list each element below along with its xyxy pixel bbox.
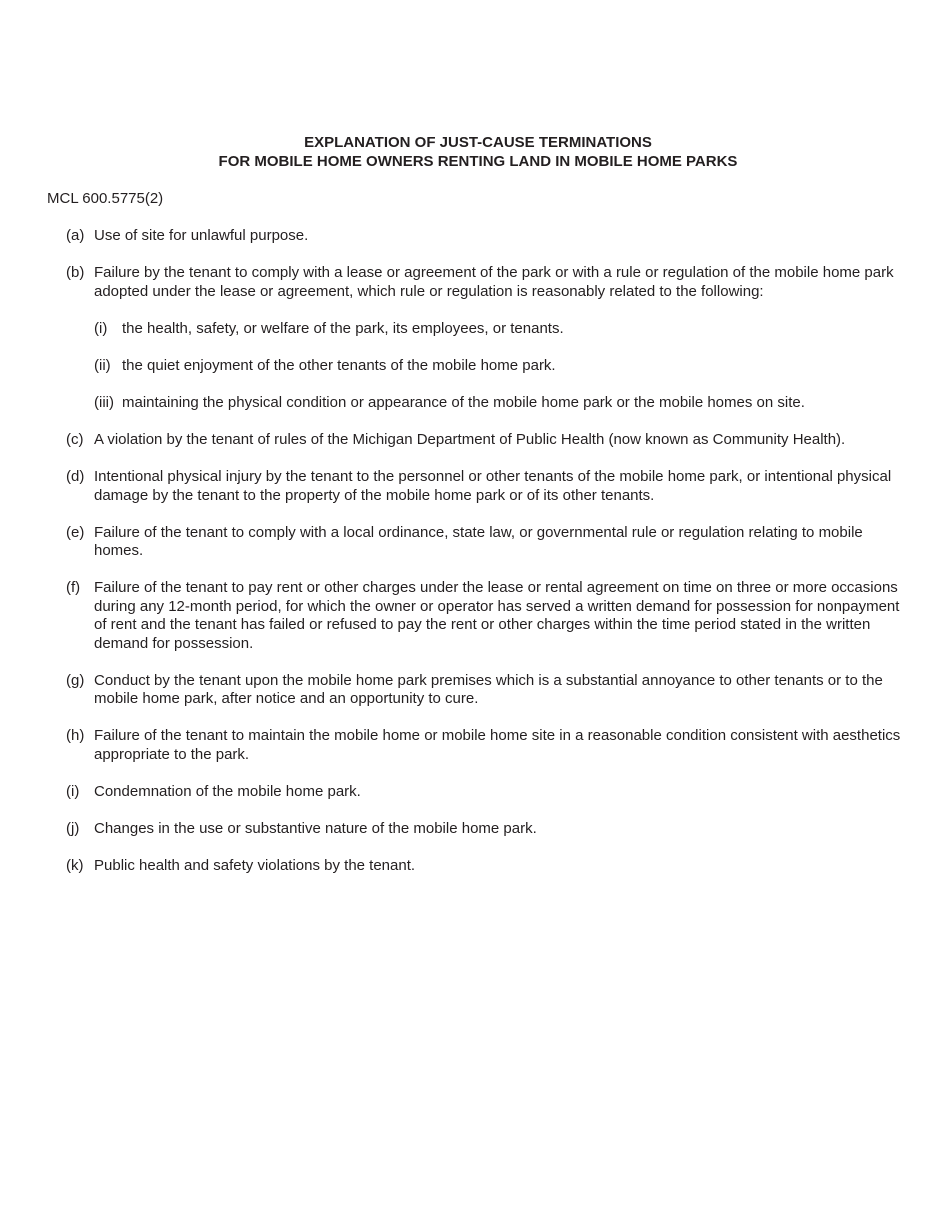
item-label: (a) — [66, 227, 85, 244]
list-subitem-iii — [0, 394, 950, 413]
list-item-e — [0, 524, 950, 561]
item-text: Intentional physical injury by the tenant to the personnel or other tenants of the mobile home park, or intentional physical damage by the tenant to the property of the mobile home park or of its other tenants. — [94, 468, 892, 504]
title-line-2: FOR MOBILE HOME OWNERS RENTING LAND IN MOBILE HOME PARKS — [218, 152, 738, 170]
list-item-f — [0, 579, 950, 653]
subitem-text: maintaining the physical condition or appearance of the mobile home park or the mobile homes on site. — [122, 393, 805, 411]
item-label: (g) — [66, 671, 85, 689]
item-text: Changes in the use or substantive nature of the mobile home park. — [94, 820, 537, 838]
item-text: Failure by the tenant to comply with a lease or agreement of the park or with a rule or regulation of the mobile home park adopted under the lease or agreement, which rule or regulation is reasonably related to the following: — [94, 264, 894, 300]
item-text: Failure of the tenant to pay rent or other charges under the lease or rental agreement on time on three or more occasions during any 12-month period, for which the owner or operator has served a written demand for possession for nonpayment of rent and the tenant has failed or refused to pay the rent or other charges within the time period stated in the written demand for possession. — [94, 579, 900, 652]
item-label: (d) — [66, 468, 85, 486]
item-text: Failure of the tenant to maintain the mobile home or mobile home site in a reasonable condition consistent with aesthetics appropriate to the park. — [94, 727, 901, 763]
subitem-text: the quiet enjoyment of the other tenants of the mobile home park. — [122, 356, 556, 374]
statute-reference: MCL 600.5775(2) — [47, 190, 164, 207]
list-item-a — [0, 227, 950, 246]
list-item-i — [0, 783, 950, 802]
list-item-j — [0, 820, 950, 839]
subitem-text: the health, safety, or welfare of the park, its employees, or tenants. — [122, 319, 564, 337]
list-item-c — [0, 431, 950, 450]
item-label: (h) — [66, 727, 85, 745]
list-item-b — [0, 264, 950, 301]
list-item-h — [0, 727, 950, 764]
item-label: (j) — [66, 820, 80, 838]
item-text: Conduct by the tenant upon the mobile home park premises which is a substantial annoyance to other tenants or to the mobile home park, after notice and an opportunity to cure. — [94, 671, 883, 708]
list-subitem-ii — [0, 357, 950, 376]
item-text: Condemnation of the mobile home park. — [94, 783, 361, 801]
list-subitem-i — [0, 320, 950, 339]
item-label: (b) — [66, 264, 85, 282]
subitem-label: (iii) — [94, 393, 114, 411]
item-text: Failure of the tenant to comply with a local ordinance, state law, or governmental rule or regulation relating to mobile homes. — [94, 523, 863, 560]
list-item-d — [0, 468, 950, 505]
subitem-label: (i) — [94, 319, 108, 337]
title-line-1: EXPLANATION OF JUST-CAUSE TERMINATIONS — [304, 134, 652, 151]
list-item-k — [0, 857, 950, 876]
just-cause-list — [0, 227, 950, 894]
item-label: (c) — [66, 430, 84, 448]
list-item-g — [0, 672, 950, 709]
item-label: (k) — [66, 857, 84, 875]
document-title — [0, 134, 950, 171]
item-text: Use of site for unlawful purpose. — [94, 227, 309, 244]
item-text: A violation by the tenant of rules of the Michigan Department of Public Health (now known as Community Health). — [94, 430, 846, 448]
item-label: (f) — [66, 579, 81, 597]
item-text: Public health and safety violations by the tenant. — [94, 857, 416, 875]
item-label: (e) — [66, 523, 85, 541]
subitem-label: (ii) — [94, 356, 111, 374]
item-label: (i) — [66, 783, 80, 801]
